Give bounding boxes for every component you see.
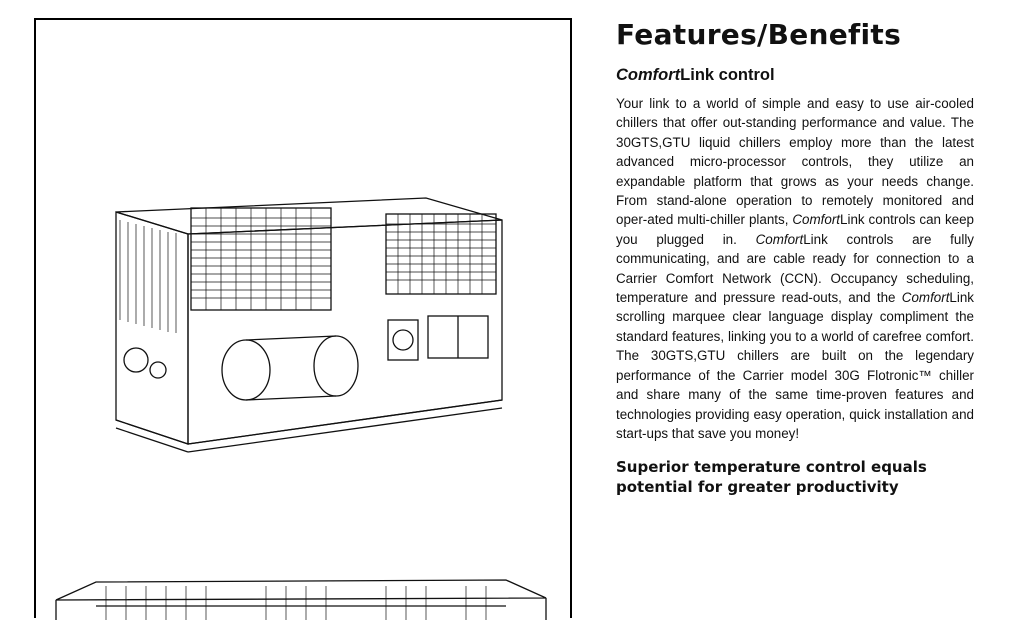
- text-column: [616, 18, 974, 497]
- product-illustration-frame: [34, 18, 572, 618]
- section-title-comfortlink: [616, 64, 974, 86]
- para-italic-1: Comfort: [792, 212, 841, 228]
- para-text-2: Link controls can keep you plugged in.: [616, 212, 974, 247]
- page-heading: Features/Benefits: [616, 18, 902, 51]
- para-text-4: Link scrolling marquee clear language display compliment the standard features, linking you to a world of carefree comfort. The 30GTS,GTU chillers are built on the legendary performance of the Carrier model 30G Flotronic™ chiller and share many of the same time-proven features and technologies providing easy operation, quick installation and start-ups that save you money!: [616, 290, 974, 441]
- comfortlink-paragraph: [616, 94, 974, 443]
- chiller-unit-secondary: [56, 580, 546, 620]
- section-title-rest: Link control: [680, 66, 775, 84]
- chiller-illustration: [36, 20, 574, 620]
- para-text-3: Link controls are fully communicating, and are cable ready for connection to a Carrier Comfort Network (CCN). Occupancy scheduling, temperature and pressure read-outs, and the: [616, 231, 974, 306]
- para-italic-2: Comfort: [755, 231, 804, 247]
- para-italic-3: Comfort: [901, 290, 950, 306]
- section-title-temperature-control: Superior temperature control equals potential for greater productivity: [616, 458, 927, 497]
- para-text-1: Your link to a world of simple and easy to use air-cooled chillers that offer out-standing performance and value. The 30GTS,GTU liquid chillers employ more than the latest advanced micro-processor controls, they utilize an expandable platform that grows as your needs change. From stand-alone operation to remotely monitored and oper-ated multi-chiller plants,: [616, 96, 974, 228]
- chiller-unit-main: [116, 198, 502, 452]
- section-title-italic: Comfort: [616, 66, 681, 84]
